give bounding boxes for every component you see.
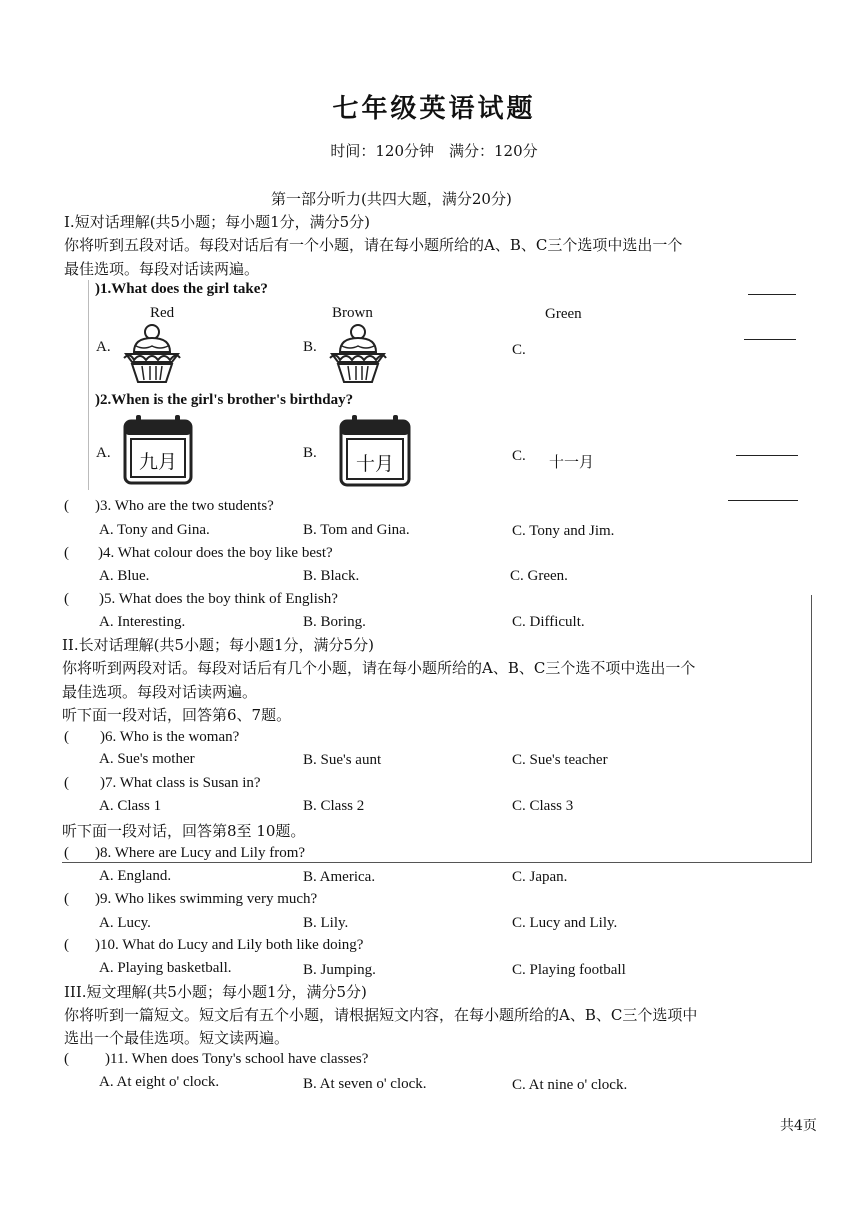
calendar-icon [338, 414, 412, 488]
q1-text: )1.What does the girl take? [95, 281, 268, 297]
q5-paren: ( [64, 591, 69, 607]
q8-option-b: B. America. [303, 869, 376, 885]
q10-option-a: A. Playing basketball. [99, 960, 232, 976]
q11-option-a: A. At eight o' clock. [99, 1074, 220, 1090]
q5-option-b: B. Boring. [303, 614, 366, 630]
q6-paren: ( [64, 729, 69, 745]
calendar-month-a: 九月 [138, 451, 177, 473]
q2-option-c-text: 十一月 [549, 453, 595, 471]
q9-paren: ( [64, 891, 69, 907]
q3-paren: ( [64, 498, 69, 514]
q6-option-b: B. Sue's aunt [303, 752, 382, 768]
q4-text: )4. What colour does the boy like best? [98, 545, 333, 561]
answer-line [736, 455, 798, 456]
image-border-left [88, 280, 89, 490]
exam-info: 时间：120分钟 满分：120分 [330, 142, 538, 160]
q6-option-a: A. Sue's mother [99, 751, 195, 767]
section2-sub1: 听下面一段对话，回答第6、7题。 [62, 706, 292, 724]
q11-option-b: B. At seven o' clock. [303, 1076, 427, 1092]
section3-heading: III.短文理解(共5小题；每小题1分，满分5分) [64, 983, 367, 1001]
section2-instructions-line1: 你将听到两段对话。每段对话后有几个小题，请在每小题所给的A、B、C三个选不项中选出一个 [62, 659, 696, 677]
q9-option-b: B. Lily. [303, 915, 349, 931]
q4-option-b: B. Black. [303, 568, 360, 584]
answer-line [744, 339, 796, 340]
cake-icon [326, 322, 390, 386]
q3-option-a: A. Tony and Gina. [99, 522, 210, 538]
q11-option-c: C. At nine o' clock. [512, 1077, 628, 1093]
q6-text: )6. Who is the woman? [100, 729, 240, 745]
page-title: 七年级英语试题 [332, 94, 536, 124]
q8-option-c: C. Japan. [512, 869, 568, 885]
q6-option-c: C. Sue's teacher [512, 752, 608, 768]
q3-text: )3. Who are the two students? [95, 498, 274, 514]
q8-option-a: A. England. [99, 868, 172, 884]
scan-border-bottom [62, 862, 812, 863]
q7-text: )7. What class is Susan in? [100, 775, 261, 791]
q10-text: )10. What do Lucy and Lily both like doing? [95, 937, 364, 953]
q4-option-a: A. Blue. [99, 568, 150, 584]
q2-option-c: C. [512, 448, 526, 464]
q10-option-c: C. Playing football [512, 962, 626, 978]
section2-heading: II.长对话理解(共5小题；每小题1分，满分5分) [62, 636, 374, 654]
q5-option-c: C. Difficult. [512, 614, 585, 630]
q2-option-a: A. [96, 445, 111, 461]
q3-option-c: C. Tony and Jim. [512, 523, 615, 539]
calendar-icon [122, 414, 194, 486]
cake-icon [120, 322, 184, 386]
section1-heading: I.短对话理解(共5小题；每小题1分，满分5分) [64, 213, 371, 231]
answer-line [748, 294, 796, 295]
q7-paren: ( [64, 775, 69, 791]
q1-option-b: B. [303, 339, 317, 355]
page-count: 共4页 [780, 1118, 817, 1134]
q1-label-green: Green [545, 306, 582, 322]
q9-option-c: C. Lucy and Lily. [512, 915, 618, 931]
q4-option-c: C. Green. [510, 568, 568, 584]
q10-option-b: B. Jumping. [303, 962, 376, 978]
q9-text: )9. Who likes swimming very much? [95, 891, 318, 907]
q11-paren: ( [64, 1051, 69, 1067]
q8-paren: ( [64, 845, 69, 861]
q1-option-a: A. [96, 339, 111, 355]
q10-paren: ( [64, 937, 69, 953]
q3-option-b: B. Tom and Gina. [303, 522, 410, 538]
part-heading: 第一部分听力(共四大题，满分20分) [271, 190, 512, 208]
q2-text: )2.When is the girl's brother's birthday? [95, 392, 354, 408]
q2-option-b: B. [303, 445, 317, 461]
section1-instructions-line2: 最佳选项。每段对话读两遍。 [64, 260, 260, 278]
section2-sub2: 听下面一段对话，回答第8至 10题。 [62, 822, 306, 840]
q11-text: )11. When does Tony's school have classes? [105, 1051, 369, 1067]
q5-text: )5. What does the boy think of English? [99, 591, 338, 607]
q8-text: )8. Where are Lucy and Lily from? [95, 845, 306, 861]
q7-option-c: C. Class 3 [512, 798, 574, 814]
q7-option-b: B. Class 2 [303, 798, 365, 814]
q1-option-c: C. [512, 342, 526, 358]
q7-option-a: A. Class 1 [99, 798, 162, 814]
scan-border-right [811, 595, 812, 863]
q1-label-brown: Brown [332, 305, 373, 321]
q5-option-a: A. Interesting. [99, 614, 186, 630]
section2-instructions-line2: 最佳选项。每段对话读两遍。 [62, 683, 258, 701]
q9-option-a: A. Lucy. [99, 915, 151, 931]
section3-instructions-line2: 选出一个最佳选项。短文读两遍。 [64, 1029, 290, 1047]
calendar-month-b: 十月 [355, 453, 394, 475]
q1-label-red: Red [150, 305, 175, 321]
section1-instructions-line1: 你将听到五段对话。每段对话后有一个小题，请在每小题所给的A、B、C三个选项中选出一个 [64, 236, 683, 254]
answer-line [728, 500, 798, 501]
section3-instructions-line1: 你将听到一篇短文。短文后有五个小题，请根据短文内容，在每小题所给的A、B、C三个选项中 [64, 1006, 698, 1024]
q4-paren: ( [64, 545, 69, 561]
